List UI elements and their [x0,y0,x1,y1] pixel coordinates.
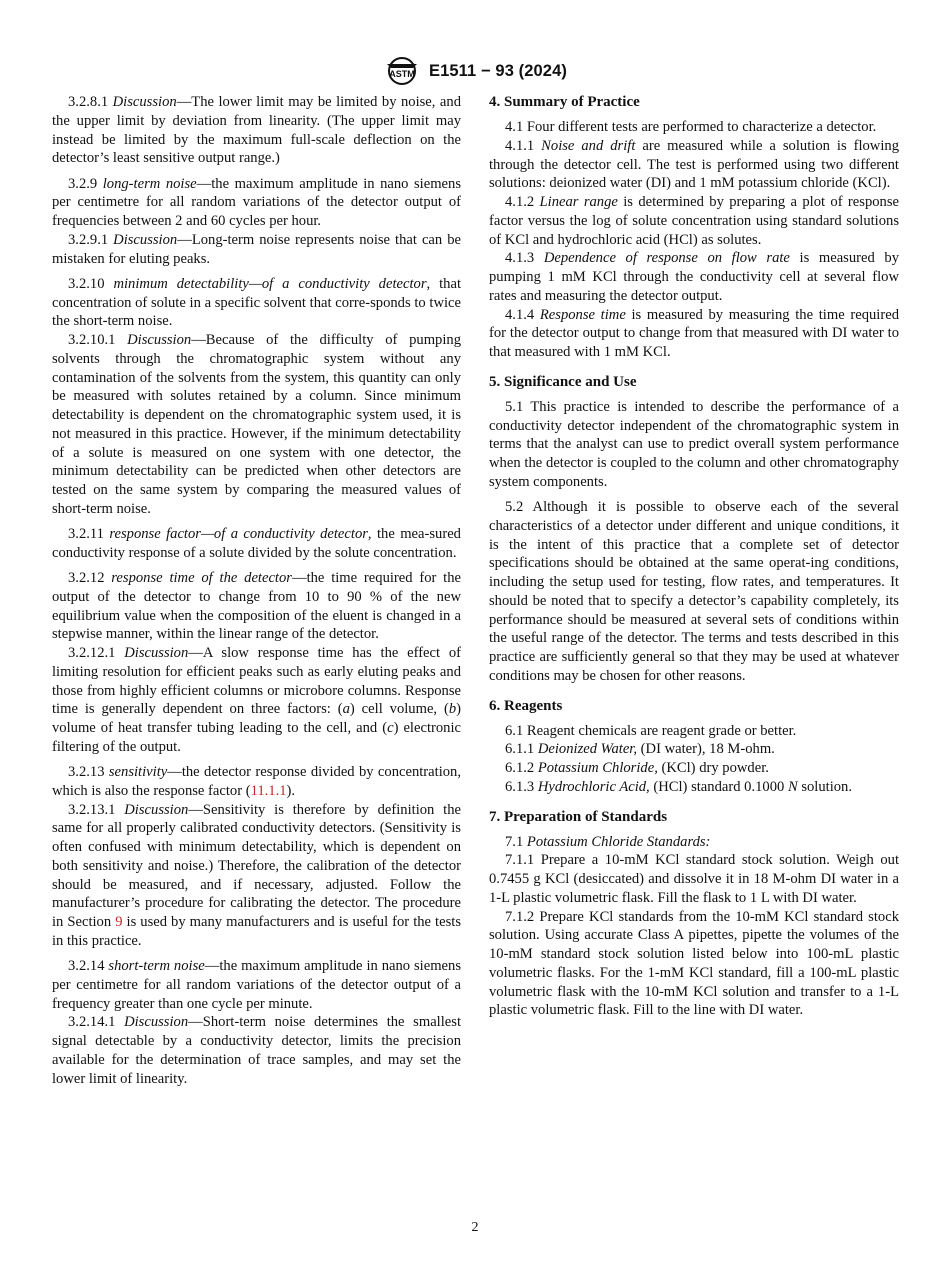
para-7-1-1: 7.1.1 Prepare a 10-mM KCl standard stock solution. Weigh out 0.7455 g KCl (desiccated) and dissolve it in 18 M-ohm DI water in a 1-L plastic volumetric flask. Fill the flask to 1 L with DI water. [489,852,899,906]
para-3-2-13: 3.2.13 sensitivity—the detector response divided by concentration, which is also the response factor (11.1.1). [52,764,461,799]
para-4-1-2: 4.1.2 Linear range is determined by preparing a plot of response factor versus the log of solute concentration using standard solutions of KCl and hydrochloric acid (HCl) as solutes. [489,194,899,248]
para-6-1-3: 6.1.3 Hydrochloric Acid, (HCl) standard 0.1000 N solution. [505,778,852,795]
para-5-1: 5.1 This practice is intended to describe the performance of a conductivity detector independent of the chromatographic system in terms that the analyst can use to predict overall system performance when the detector is coupled to the column and other chromatography system components. [489,398,899,490]
left-column [52,93,461,1088]
para-3-2-12-1: 3.2.12.1 Discussion—A slow response time has the effect of limiting resolution for efficient peaks such as early eluting peaks and those from highly efficient columns or microbore columns. Response time is generally dependent on three factors: (a) cell volume, (b) volume of heat transfer tubing leading to the cell, and (c) electronic filtering of the output. [52,645,462,755]
section-ref-link[interactable]: 11.1.1 [250,782,287,799]
para-3-2-14: 3.2.14 short-term noise—the maximum amplitude in nano siemens per centimetre for all random variations of the detector output of a frequency greater than one cycle per minute. [52,958,461,1012]
para-7-1: 7.1 Potassium Chloride Standards: [505,833,711,850]
para-7-1-2: 7.1.2 Prepare KCl standards from the 10-mM KCl standard stock solution. Using accurate Class A pipettes, pipette the volumes of the 10-mM standard stock solution listed below into 100-mL plastic volumetric flasks. For the 1-mM KCl standard, fill a 100-mL plastic volumetric flask with the 10-mM KCl solution and transfer to a 1-L plastic volumetric flask. Fill to the line with DI water. [489,908,899,1019]
para-3-2-10: 3.2.10 minimum detectability—of a conductivity detector, that concentration of solute in a specific solvent that corre-sponds to twice the short-term noise. [52,275,461,330]
para-6-1-1: 6.1.1 Deionized Water, (DI water), 18 M-ohm. [505,741,775,758]
para-3-2-11: 3.2.11 response factor—of a conductivity detector, the mea-sured conductivity response of a solute divided by the solute concentration. [52,526,461,561]
para-3-2-10-1: 3.2.10.1 Discussion—Because of the difficulty of pumping solvents through the chromatographic system without any contamination of the solvents from the system, this quantity can only be measured with solutes retained by a column. Since minimum detectability is dependent on the chromatographic system used, it is not measured in this practice. However, if the minimum detectability of a solute is measured on one system with one detector, the minimum detectability can be predicted when other detectors are tested on the same system by comparing the measured values of short-term noise. [52,332,461,517]
para-3-2-13-1: 3.2.13.1 Discussion—Sensitivity is therefore by definition the same for all properly calibrated conductivity detectors. (Sensitivity is often confused with minimum detectability, which is dependent on both sensitivity and noise.) Therefore, the calibration of the detector should be measured, and if necessary, adjusted. Follow the manufacturer’s procedure for calibrating the detector. The procedure in Section 9 is used by many manufacturers and is useful for the tests in this practice. [52,801,461,949]
para-6-1-2: 6.1.2 Potassium Chloride, (KCl) dry powder. [505,760,769,776]
para-4-1-3: 4.1.3 Dependence of response on flow rate is measured by pumping 1 mM KCl through the conductivity cell at several flow rates and measuring the detector output. [489,250,899,304]
para-5-2: 5.2 Although it is possible to observe each of the several characteristics of a detector under different and unique conditions, it is the intent of this practice that a complete set of detector specifications should be obtained at the same operat-ing conditions, including the setup used for testing, flow rates, and temperatures. It should be noted that to specify a detector’s capability completely, its performance should be measured at several sets of conditions within the useful range of the detector. The terms and tests described in this practice are sufficiently general so that they may be used at whatever conditions may be chosen for other reasons. [489,499,899,684]
section-heading-6: 6. Reagents [489,697,563,714]
section-ref-link[interactable]: 9 [115,914,123,930]
para-3-2-9: 3.2.9 long-term noise—the maximum amplitude in nano siemens per centimetre for all random variations of the detector output of frequencies between 2 and 60 cycles per hour. [52,175,462,229]
page-number: 2 [471,1220,479,1235]
para-6-1: 6.1 Reagent chemicals are reagent grade or better. [505,722,797,739]
svg-text:ASTM: ASTM [389,69,415,79]
para-3-2-14-1: 3.2.14.1 Discussion—Short-term noise determines the smallest signal detectable by a conductivity detector, limits the precision available for the determination of trace samples, and may set the lower limit of linearity. [52,1014,461,1087]
para-4-1: 4.1 Four different tests are performed to characterize a detector. [505,119,877,135]
astm-logo-icon [383,56,421,86]
right-column [489,93,899,1020]
document-title: E1511 − 93 (2024) [429,61,567,80]
para-4-1-4: 4.1.4 Response time is measured by measuring the time required for the detector output to change from that measured with DI water to that measured with 1 mM KCl. [489,306,899,360]
page-header [0,56,950,86]
section-heading-5: 5. Significance and Use [489,373,637,390]
section-heading-7: 7. Preparation of Standards [489,808,668,825]
para-3-2-8-1: 3.2.8.1 Discussion—The lower limit may be limited by noise, and the upper limit by deviation from linearity. (The upper limit may instead be limited by the maximum full-scale deflection on the detector’s least sensitive output range.) [52,94,461,167]
para-3-2-9-1: 3.2.9.1 Discussion—Long-term noise represents noise that can be mistaken for eluting peaks. [52,231,461,267]
section-heading-4: 4. Summary of Practice [489,94,640,110]
para-3-2-12: 3.2.12 response time of the detector—the time required for the output of the detector to change from 10 to 90 % of the new equilibrium value when the composition of the eluent is changed in a stepwise manner, within the linear range of the detector. [52,570,461,643]
para-4-1-1: 4.1.1 Noise and drift are measured while a solution is flowing through the detector cell. The test is performed using two different solutions: deionized water (DI) and 1 mM potassium chloride (KCl). [489,137,899,192]
